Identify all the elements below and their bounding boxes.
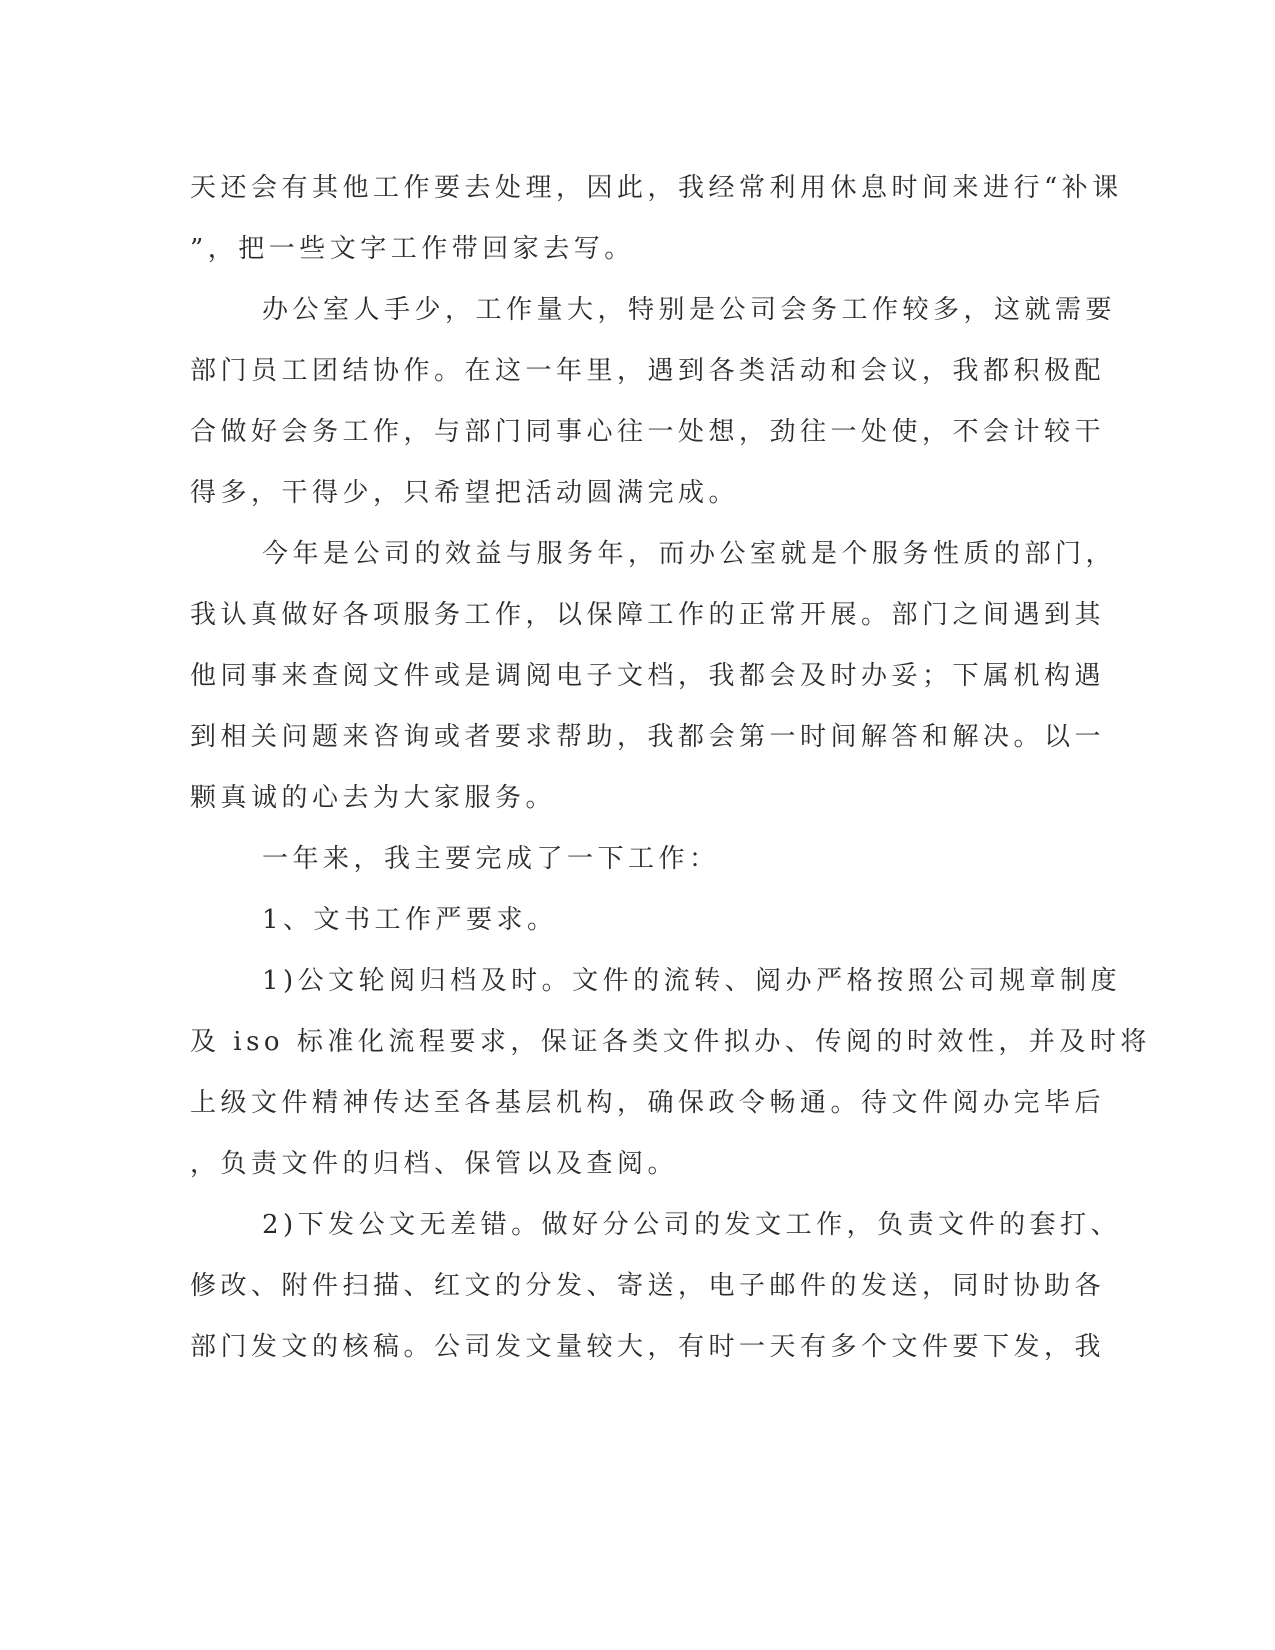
text-line: 天还会有其他工作要去处理，因此，我经常利用休息时间来进行“补课: [190, 173, 1123, 203]
text-line: 部门发文的核稿。公司发文量较大，有时一天有多个文件要下发，我: [190, 1332, 1106, 1362]
paragraph-start-line: 今年是公司的效益与服务年，而办公室就是个服务性质的部门，: [262, 539, 1117, 569]
text-line: ”，把一些文字工作带回家去写。: [190, 234, 635, 264]
text-line: 部门员工团结协作。在这一年里，遇到各类活动和会议，我都积极配: [190, 356, 1106, 386]
text-line: 得多，干得少，只希望把活动圆满完成。: [190, 478, 740, 508]
text-line: 上级文件精神传达至各基层机构，确保政令畅通。待文件阅办完毕后: [190, 1088, 1106, 1118]
text-line: 颗真诚的心去为大家服务。: [190, 783, 557, 813]
paragraph-start-line: 一年来，我主要完成了一下工作：: [262, 844, 720, 874]
document-body: [190, 158, 1151, 1378]
section-heading-line: 1、文书工作严要求。: [262, 905, 558, 935]
list-item-line: 2)下发公文无差错。做好分公司的发文工作，负责文件的套打、: [262, 1210, 1122, 1240]
text-line: 及 iso 标准化流程要求，保证各类文件拟办、传阅的时效性，并及时将: [190, 1027, 1151, 1057]
text-line: 他同事来查阅文件或是调阅电子文档，我都会及时办妥；下属机构遇: [190, 661, 1106, 691]
paragraph-start-line: 办公室人手少，工作量大，特别是公司会务工作较多，这就需要: [262, 295, 1117, 325]
text-line: 我认真做好各项服务工作，以保障工作的正常开展。部门之间遇到其: [190, 600, 1106, 630]
text-line: 修改、附件扫描、红文的分发、寄送，电子邮件的发送，同时协助各: [190, 1271, 1106, 1301]
text-line: 合做好会务工作，与部门同事心往一处想，劲往一处使，不会计较干: [190, 417, 1106, 447]
text-line: ，负责文件的归档、保管以及查阅。: [190, 1149, 679, 1179]
text-line: 到相关问题来咨询或者要求帮助，我都会第一时间解答和解决。以一: [190, 722, 1106, 752]
list-item-line: 1)公文轮阅归档及时。文件的流转、阅办严格按照公司规章制度: [262, 966, 1122, 996]
